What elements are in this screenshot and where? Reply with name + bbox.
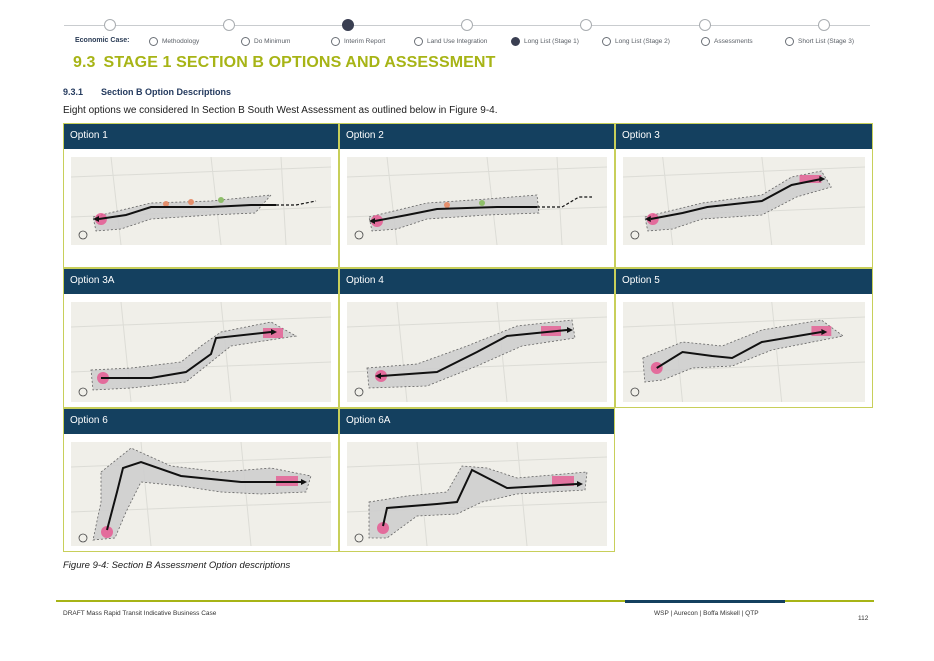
option-title: Option 1 bbox=[64, 124, 338, 149]
step-interim-report[interactable] bbox=[331, 37, 385, 46]
step-do-minimum[interactable] bbox=[241, 37, 290, 46]
route-map-graphic bbox=[347, 302, 607, 402]
step-label: Methodology bbox=[162, 38, 200, 45]
option-map bbox=[347, 302, 607, 402]
step-long-list-stage-1[interactable] bbox=[511, 37, 579, 46]
option-map bbox=[71, 157, 331, 245]
option-title: Option 4 bbox=[340, 269, 614, 294]
progress-stop-2[interactable] bbox=[223, 19, 235, 31]
step-short-list-stage-3[interactable] bbox=[785, 37, 854, 46]
subsection-number: 9.3.1 bbox=[63, 87, 84, 97]
route-map-graphic bbox=[623, 157, 865, 245]
section-title: STAGE 1 SECTION B OPTIONS AND ASSESSMENT bbox=[103, 54, 496, 71]
option-map bbox=[347, 157, 607, 245]
option-cell bbox=[63, 123, 339, 268]
step-long-list-stage-2[interactable] bbox=[602, 37, 670, 46]
option-map bbox=[623, 302, 865, 402]
step-label: Short List (Stage 3) bbox=[798, 38, 854, 45]
footer-accent-bar bbox=[625, 600, 785, 603]
step-label: Long List (Stage 1) bbox=[524, 38, 579, 45]
page-number: 112 bbox=[858, 615, 869, 622]
progress-tracker bbox=[0, 0, 934, 56]
route-map-graphic bbox=[71, 302, 331, 402]
step-assessments[interactable] bbox=[701, 37, 753, 46]
step-label: Interim Report bbox=[344, 38, 386, 45]
subsection-heading bbox=[63, 87, 231, 97]
footer-document-title: DRAFT Mass Rapid Transit Indicative Business Case bbox=[63, 610, 217, 617]
option-title: Option 3 bbox=[616, 124, 872, 149]
section-heading bbox=[73, 54, 495, 72]
route-map-graphic bbox=[71, 442, 331, 546]
option-title: Option 5 bbox=[616, 269, 872, 294]
route-map-graphic bbox=[347, 442, 607, 546]
radio-icon bbox=[785, 37, 794, 46]
radio-icon bbox=[701, 37, 710, 46]
progress-stop-4[interactable] bbox=[461, 19, 473, 31]
radio-icon bbox=[414, 37, 423, 46]
figure-caption: Figure 9-4: Section B Assessment Option descriptions bbox=[63, 560, 291, 571]
step-land-use-integration[interactable] bbox=[414, 37, 487, 46]
option-title: Option 6 bbox=[64, 409, 338, 434]
progress-stop-5[interactable] bbox=[580, 19, 592, 31]
progress-stop-1[interactable] bbox=[104, 19, 116, 31]
step-label: Do Minimum bbox=[254, 38, 291, 45]
option-title: Option 3A bbox=[64, 269, 338, 294]
step-label: Land Use Integration bbox=[427, 38, 488, 45]
subsection-title: Section B Option Descriptions bbox=[101, 87, 232, 97]
intro-paragraph: Eight options we considered In Section B South West Assessment as outlined below in Figure 9-4. bbox=[63, 105, 498, 116]
option-map bbox=[623, 157, 865, 245]
section-number: 9.3 bbox=[73, 54, 96, 71]
step-label: Long List (Stage 2) bbox=[615, 38, 670, 45]
radio-selected-icon bbox=[511, 37, 520, 46]
option-map bbox=[347, 442, 607, 546]
options-figure bbox=[63, 123, 873, 553]
option-cell bbox=[339, 123, 615, 268]
option-title: Option 2 bbox=[340, 124, 614, 149]
option-cell bbox=[63, 268, 339, 408]
option-map bbox=[71, 302, 331, 402]
option-title: Option 6A bbox=[340, 409, 614, 434]
option-cell bbox=[339, 408, 615, 552]
option-cell bbox=[63, 408, 339, 552]
progress-stop-7[interactable] bbox=[818, 19, 830, 31]
step-methodology[interactable] bbox=[149, 37, 199, 46]
step-label: Assessments bbox=[714, 38, 753, 45]
route-map-graphic bbox=[71, 157, 331, 245]
footer-authors: WSP | Aurecon | Boffa Miskell | QTP bbox=[654, 610, 759, 617]
radio-icon bbox=[331, 37, 340, 46]
economic-case-label: Economic Case: bbox=[75, 37, 130, 44]
radio-icon bbox=[149, 37, 158, 46]
route-map-graphic bbox=[347, 157, 607, 245]
progress-stop-3[interactable] bbox=[342, 19, 354, 31]
option-cell bbox=[615, 123, 873, 268]
option-cell bbox=[615, 268, 873, 408]
radio-icon bbox=[602, 37, 611, 46]
option-map bbox=[71, 442, 331, 546]
radio-icon bbox=[241, 37, 250, 46]
progress-stop-6[interactable] bbox=[699, 19, 711, 31]
option-cell bbox=[339, 268, 615, 408]
route-map-graphic bbox=[623, 302, 865, 402]
